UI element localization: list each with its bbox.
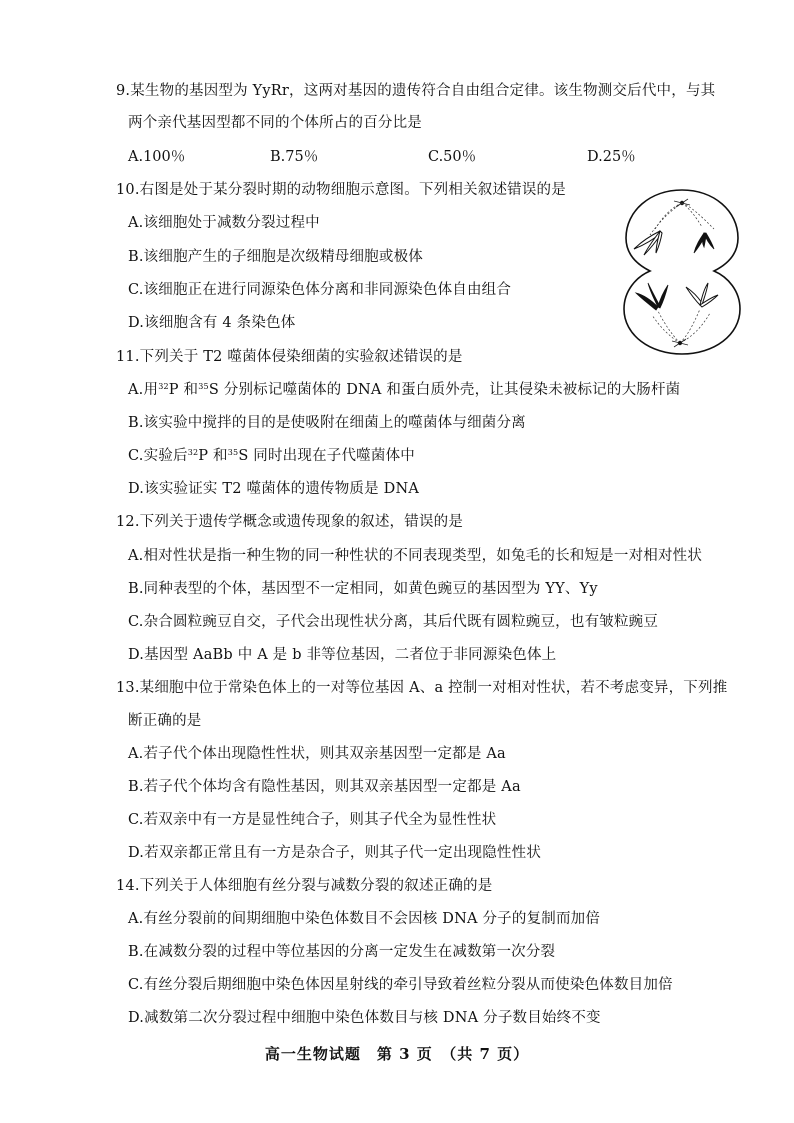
q13-option-c: C.若双亲中有一方是显性纯合子，则其子代全为显性性状 [128, 812, 497, 828]
upper-white-chromosome [634, 231, 662, 255]
q13-stem-line1: 13.某细胞中位于常染色体上的一对等位基因 A、a 控制一对相对性状，若不考虑变异，下列推 [116, 680, 728, 696]
q14-option-c: C.有丝分裂后期细胞中染色体因星射线的牵引导致着丝粒分裂从而使染色体数目加倍 [128, 977, 673, 993]
q9-option-a: A.100％ [128, 149, 186, 165]
upper-spindle [650, 203, 714, 235]
dividing-cell-figure [614, 183, 750, 359]
lower-centrosome [672, 339, 688, 347]
q14-stem: 14.下列关于人体细胞有丝分裂与减数分裂的叙述正确的是 [116, 878, 493, 894]
q12-option-c: C.杂合圆粒豌豆自交，子代会出现性状分离，其后代既有圆粒豌豆，也有皱粒豌豆 [128, 614, 659, 630]
lower-white-chromosome [686, 283, 718, 307]
q9-option-b: B.75％ [270, 149, 319, 165]
lower-spindle [652, 309, 710, 343]
cell-membrane [624, 190, 740, 354]
q12-option-b: B.同种表型的个体，基因型不一定相同，如黄色豌豆的基因型为 YY、Yy [128, 581, 598, 597]
q9-option-d: D.25％ [587, 149, 636, 165]
page-footer: 高一生物试题 第 3 页 （共 7 页） [264, 1045, 530, 1063]
q13-option-d: D.若双亲都正常且有一方是杂合子，则其子代一定出现隐性性状 [128, 845, 542, 861]
q10-option-a: A.该细胞处于减数分裂过程中 [128, 215, 320, 231]
q11-option-c: C.实验后$^{32}$P 和$^{35}$S 同时出现在子代噬菌体中 [128, 448, 415, 464]
q13-stem-line2: 断正确的是 [128, 713, 202, 729]
q13-option-b: B.若子代个体均含有隐性基因，则其双亲基因型一定都是 Aa [128, 779, 521, 795]
q9-stem-line1: 9.某生物的基因型为 YyRr，这两对基因的遗传符合自由组合定律。该生物测交后代中，与其 [116, 83, 716, 99]
q13-option-a: A.若子代个体出现隐性性状，则其双亲基因型一定都是 Aa [128, 746, 506, 762]
q11-option-b: B.该实验中搅拌的目的是使吸附在细菌上的噬菌体与细菌分离 [128, 415, 526, 431]
upper-black-chromosome [694, 233, 714, 253]
q11-option-a: A.用$^{32}$P 和$^{35}$S 分别标记噬菌体的 DNA 和蛋白质外壳，让其侵染未被标记的大肠杆菌 [128, 382, 681, 398]
q9-option-c: C.50％ [428, 149, 477, 165]
q9-stem-line2: 两个亲代基因型都不同的个体所占的百分比是 [128, 115, 422, 131]
q11-option-d: D.该实验证实 T2 噬菌体的遗传物质是 DNA [128, 481, 420, 497]
q10-option-d: D.该细胞含有 4 条染色体 [128, 315, 296, 331]
q12-option-d: D.基因型 AaBb 中 A 是 b 非等位基因，二者位于非同源染色体上 [128, 647, 557, 663]
q10-option-b: B.该细胞产生的子细胞是次级精母细胞或极体 [128, 249, 423, 265]
q14-option-d: D.减数第二次分裂过程中细胞中染色体数目与核 DNA 分子数目始终不变 [128, 1010, 601, 1026]
q12-option-a: A.相对性状是指一种生物的同一种性状的不同表现类型，如兔毛的长和短是一对相对性状 [128, 548, 703, 564]
q10-stem: 10.右图是处于某分裂时期的动物细胞示意图。下列相关叙述错误的是 [116, 182, 566, 198]
q11-stem: 11.下列关于 T2 噬菌体侵染细菌的实验叙述错误的是 [116, 349, 463, 365]
q14-option-a: A.有丝分裂前的间期细胞中染色体数目不会因核 DNA 分子的复制而加倍 [128, 911, 601, 927]
lower-black-chromosome [636, 283, 668, 310]
q9-options [0, 147, 794, 167]
q10-option-c: C.该细胞正在进行同源染色体分离和非同源染色体自由组合 [128, 282, 512, 298]
q14-option-b: B.在减数分裂的过程中等位基因的分离一定发生在减数第一次分裂 [128, 944, 556, 960]
q12-stem: 12.下列关于遗传学概念或遗传现象的叙述，错误的是 [116, 514, 464, 530]
